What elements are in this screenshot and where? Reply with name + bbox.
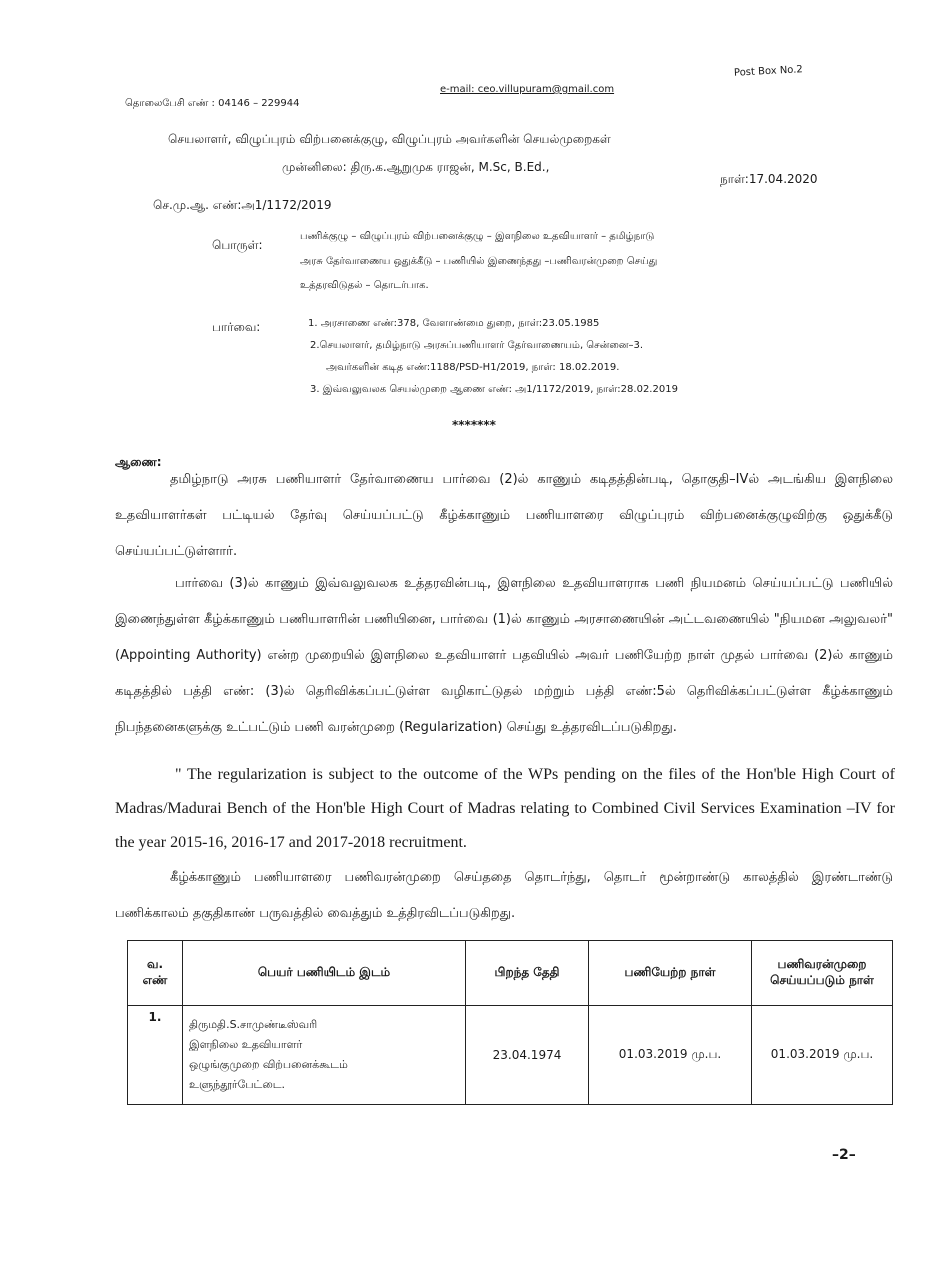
subject-label: பொருள்: (212, 238, 263, 252)
order-paragraph-1: தமிழ்நாடு அரசு பணியாளர் தேர்வாணைய பார்வை (2)ல் காணும் கடிதத்தின்படி, தொகுதி–IVல் அடங்கிய இளநிலை உதவியாளர்கள் பட்டியல் தேர்வு செய்யப்பட்டு கீழ்க்காணும் பணியாளரை விழுப்புரம் விற்பனைக்குழுவிற்கு ஒதுக்கீடு செய்யப்பட்டுள்ளார். (115, 472, 893, 559)
reference-line: 2.செயலாளர், தமிழ்நாடு அரசுப்பணியாளர் தேர்வாணையம், சென்னை–3. (310, 340, 644, 351)
reference-line: 3. இவ்வலுவலக செயல்முறை ஆணை எண்: அ1/1172/2019, நாள்:28.02.2019 (310, 384, 678, 395)
office-title: செயலாளர், விழுப்புரம் விற்பனைக்குழு, விழுப்புரம் அவர்களின் செயல்முறைகள் (168, 132, 611, 146)
subject-line: பணிக்குழு – விழுப்புரம் விற்பனைக்குழு – இளநிலை உதவியாளர் – தமிழ்நாடு (300, 231, 655, 242)
employee-name: திருமதி.S.சாமுண்டீஸ்வரி (189, 1018, 318, 1031)
employee-post: இளநிலை உதவியாளர் (189, 1038, 303, 1051)
cell-sno: 1. (128, 1006, 183, 1105)
cell-name (183, 1006, 466, 1105)
reference-label: பார்வை: (212, 320, 261, 334)
table-row (128, 1006, 893, 1105)
page-number: –2– (832, 1147, 856, 1163)
reference-line: 1. அரசாணை எண்:378, வேளாண்மை துறை, நாள்:23.05.1985 (308, 318, 600, 329)
column-header-sno: வ. எண் (128, 941, 183, 1006)
employee-town: உளுந்தூர்பேட்டை. (189, 1078, 285, 1091)
employee-place: ஒழுங்குமுறை விற்பனைக்கூடம் (189, 1058, 348, 1071)
order-paragraph-4: கீழ்க்காணும் பணியாளரை பணிவரன்முறை செய்ததை தொடர்ந்து, தொடர் மூன்றாண்டு காலத்தில் இரண்டாண்டு பணிக்காலம் தகுதிகாண் பருவத்தில் வைத்தும் உத்திரவிடப்படுகிறது. (115, 870, 893, 921)
separator: ******* (452, 418, 496, 432)
subject-line: அரசு தேர்வாணைய ஒதுக்கீடு – பணியில் இணைந்தது –பணிவரன்முறை செய்து (300, 256, 658, 267)
reference-line: அவர்களின் கடித எண்:1188/PSD-H1/2019, நாள்: 18.02.2019. (326, 362, 620, 373)
order-paragraph-2: பார்வை (3)ல் காணும் இவ்வலுவலக உத்தரவின்படி, இளநிலை உதவியாளராக பணி நியமனம் செய்யப்பட்டு பணியில் இணைந்துள்ள கீழ்க்காணும் பணியாளரின் பணியினை, பார்வை (1)ல் காணும் அரசாணையின் அட்டவணையில் "நியமன அலுவலர்" (Appointing Authority) என்ற முறையில் இளநிலை உதவியாளர் பதவியில் அவர் பணியேற்ற நாள் முதல் பார்வை (2)ல் காணும் கடிதத்தில் பத்தி எண்: (3)ல் தெரிவிக்கப்பட்டுள்ள வழிகாட்டுதல் மற்றும் பத்தி எண்:5ல் தெரிவிக்கப்பட்டுள்ள கீழ்க்காணும் நிபந்தனைகளுக்கு உட்பட்டும் பணி வரன்முறை (Regularization) செய்து உத்தரவிடப்படுகிறது. (115, 576, 893, 735)
order-label: ஆணை: (115, 455, 162, 469)
order-paragraph-3: " The regularization is subject to the outcome of the WPs pending on the files of the Hon'ble High Court of Madras/Madurai Bench of the Hon'ble High Court of Madras relating to Combined Civil Services Examination –IV for the year 2015-16, 2016-17 and 2017-2018 recruitment. (115, 766, 895, 851)
document-date: நாள்:17.04.2020 (720, 172, 818, 186)
cell-regularized: 01.03.2019 மு.ப. (752, 1006, 893, 1105)
post-box-note: Post Box No.2 (733, 64, 804, 79)
table-header-row (128, 941, 893, 1006)
office-presence: முன்னிலை: திரு.க.ஆறுமுக ராஜன், M.Sc, B.Ed., (282, 160, 550, 174)
cell-joined: 01.03.2019 மு.ப. (589, 1006, 752, 1105)
phone-number: தொலைபேசி எண் : 04146 – 229944 (125, 98, 300, 109)
column-header-regularized: பணிவரன்முறை செய்யப்படும் நாள் (752, 941, 893, 1006)
column-header-dob: பிறந்த தேதி (466, 941, 589, 1006)
cell-dob: 23.04.1974 (466, 1006, 589, 1105)
subject-line: உத்தரவிடுதல் – தொடர்பாக. (300, 280, 429, 291)
email-address: e-mail: ceo.villupuram@gmail.com (440, 84, 615, 95)
personnel-table (127, 940, 893, 1105)
column-header-joined: பணியேற்ற நாள் (589, 941, 752, 1006)
column-header-name: பெயர் பணியிடம் இடம் (183, 941, 466, 1006)
reference-number: செ.மு.ஆ. எண்:அ1/1172/2019 (153, 198, 332, 212)
